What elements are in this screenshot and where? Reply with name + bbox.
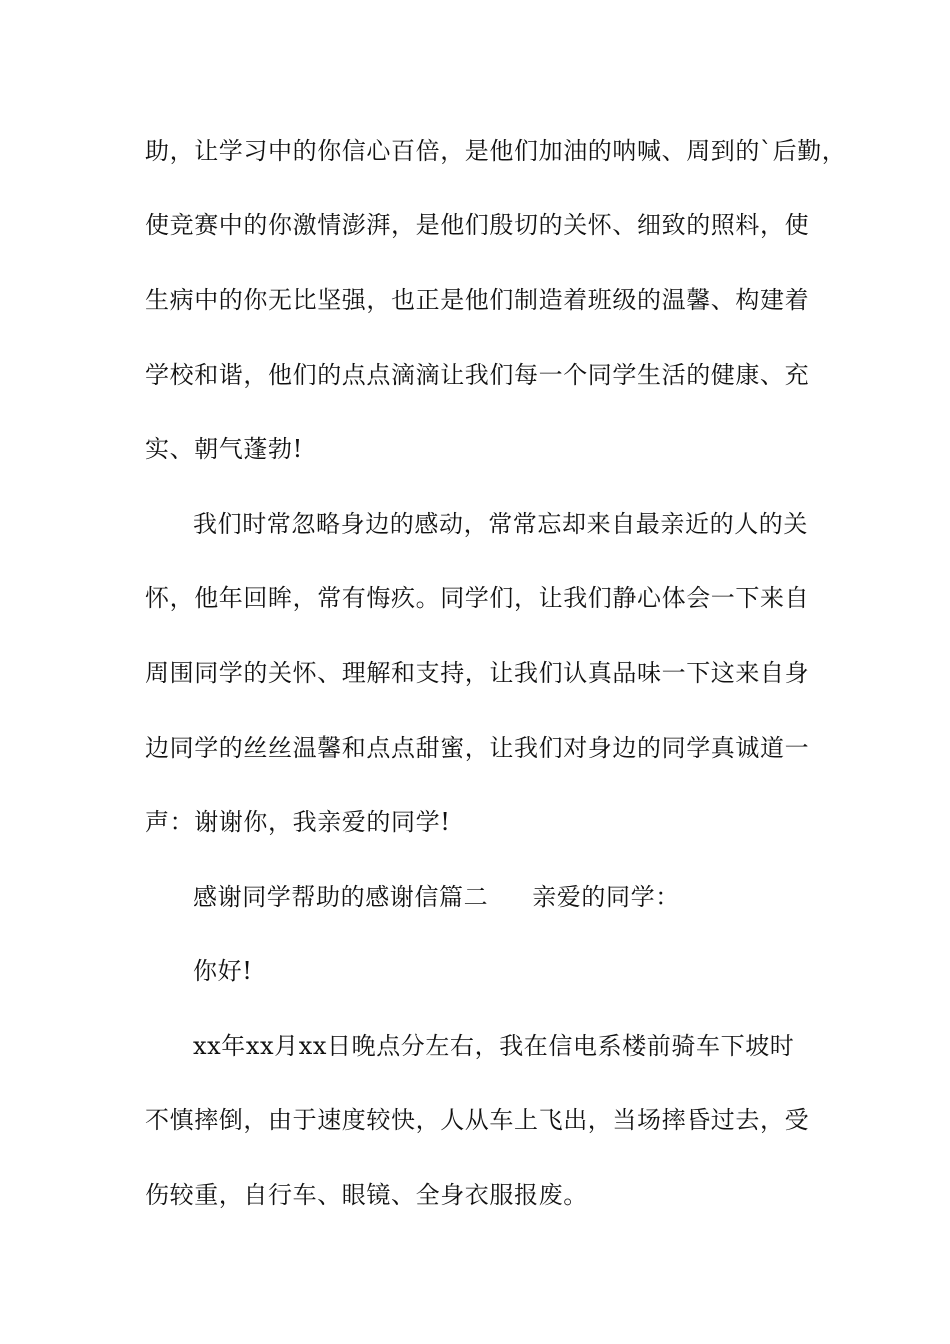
letter-heading [193,882,680,912]
text-line: 伤较重，自行车、眼镜、全身衣服报废。 [145,1181,588,1209]
text-line: 学校和谐，他们的点点滴滴让我们每一个同学生活的健康、充 [145,361,810,389]
text-line: 生病中的你无比坚强，也正是他们制造着班级的温馨、构建着 [145,286,810,314]
paragraph-start-line: xx年xx月xx日晚点分左右，我在信电系楼前骑车下坡时 [193,1032,795,1060]
text-line: 声：谢谢你，我亲爱的同学! [145,808,451,836]
text-line: 边同学的丝丝温馨和点点甜蜜，让我们对身边的同学真诚道一 [145,734,810,762]
text-line: 不慎摔倒，由于速度较快，人从车上飞出，当场摔昏过去，受 [145,1106,810,1134]
text-line: 怀，他年回眸，常有悔疚。同学们，让我们静心体会一下来自 [145,584,810,612]
text-line: 助，让学习中的你信心百倍，是他们加油的呐喊、周到的`后勤， [145,137,847,165]
letter-title: 感谢同学帮助的感谢信篇二 [193,883,489,911]
text-line: 实、朝气蓬勃! [145,435,303,463]
text-line: 周围同学的关怀、理解和支持，让我们认真品味一下这来自身 [145,659,810,687]
letter-salutation: 亲爱的同学： [532,883,680,911]
greeting-line: 你好! [193,957,253,985]
text-line: 使竞赛中的你激情澎湃，是他们殷切的关怀、细致的照料，使 [145,211,810,239]
paragraph-start-line: 我们时常忽略身边的感动，常常忘却来自最亲近的人的关 [193,510,808,538]
